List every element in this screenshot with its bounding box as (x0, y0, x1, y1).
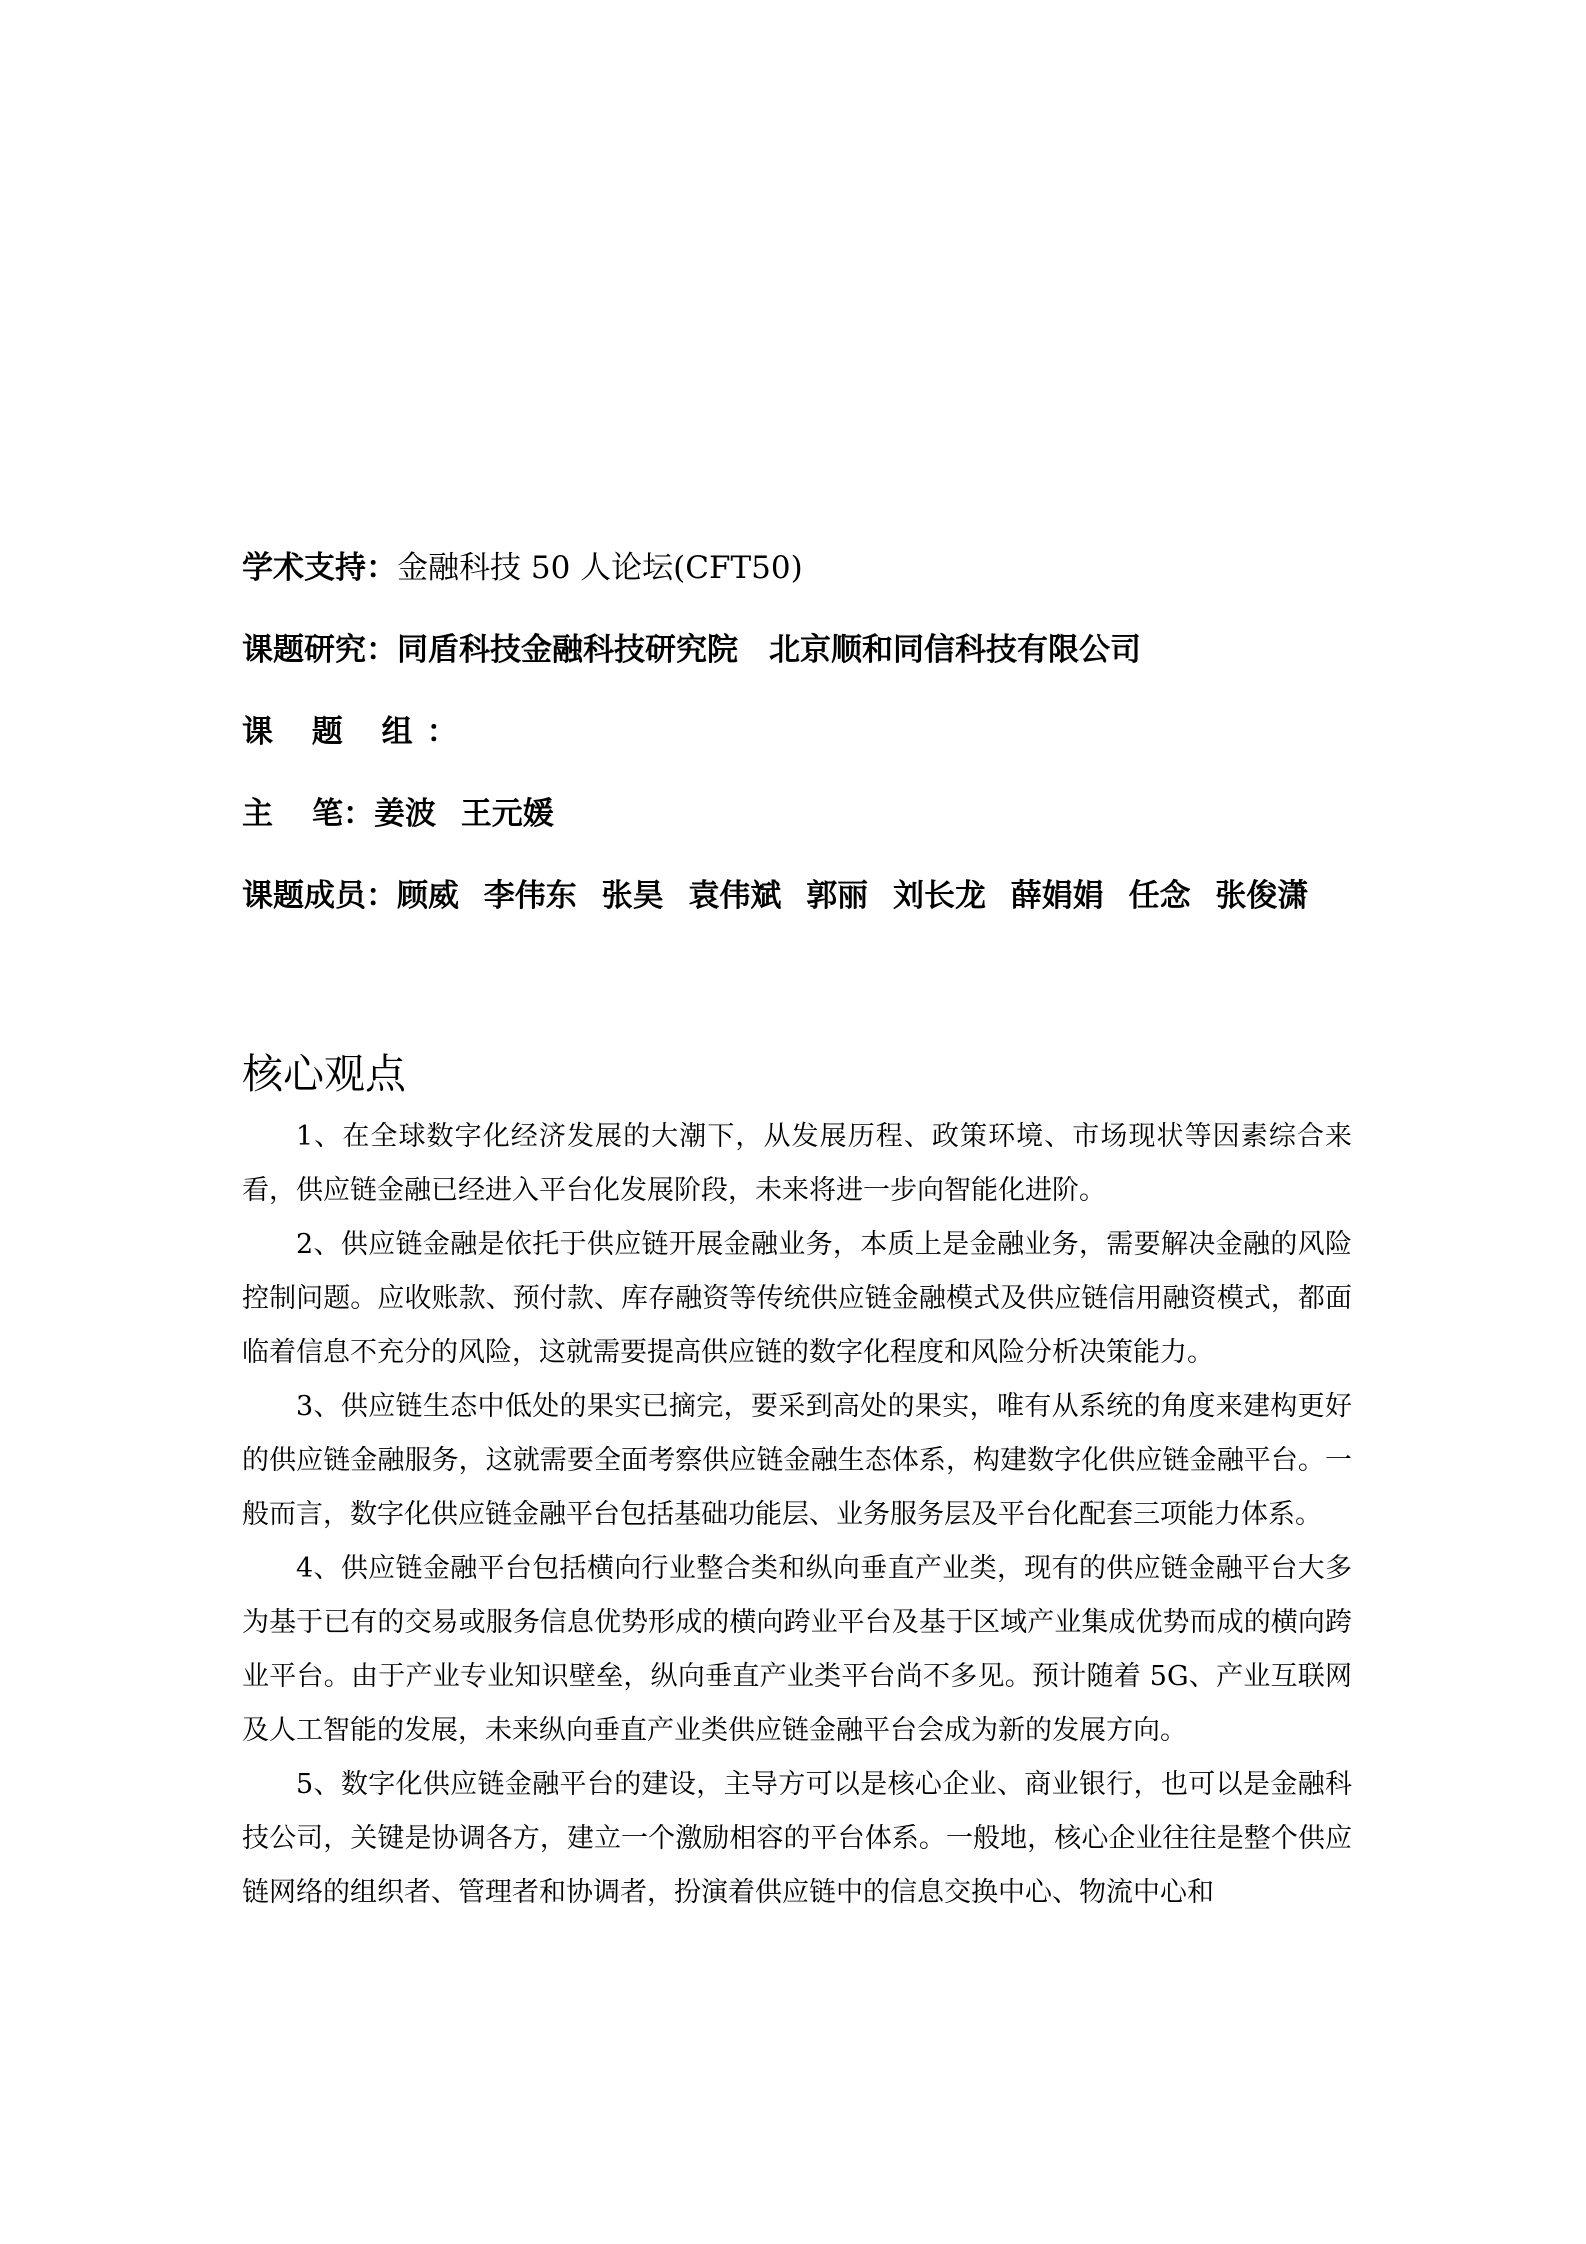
member-name: 任念 (1128, 878, 1191, 914)
credit-label: 课题成员： (242, 878, 397, 914)
credit-value: 金融科技 50 人论坛(CFT50) (397, 550, 803, 586)
member-name: 李伟东 (483, 878, 577, 914)
author-name: 姜波 (374, 796, 436, 832)
section-title: 核心观点 (242, 1050, 406, 1098)
credit-label-right: 笔： (312, 796, 374, 832)
paragraph: 3、供应链生态中低处的果实已摘完，要采到高处的果实，唯有从系统的角度来建构更好的供应链金融服务，这就需要全面考察供应链金融生态体系，构建数字化供应链金融平台。一般而言，数字化供应链金融平台包括基础功能层、业务服务层及平台化配套三项能力体系。 (242, 1391, 1352, 1530)
member-name: 张昊 (601, 878, 664, 914)
credit-value (397, 876, 1322, 916)
credit-value (374, 794, 568, 834)
member-name: 郭丽 (806, 878, 869, 914)
credit-label: 学术支持： (242, 550, 397, 586)
credit-members (242, 876, 1322, 916)
credit-label-left: 主 (242, 796, 273, 832)
credit-label (242, 794, 374, 834)
paragraph: 2、供应链金融是依托于供应链开展金融业务，本质上是金融业务，需要解决金融的风险控制问题。应收账款、预付款、库存融资等传统供应链金融模式及供应链信用融资模式，都面临着信息不充分的风险，这就需要提高供应链的数字化程度和风险分析决策能力。 (242, 1229, 1352, 1368)
credit-research (242, 630, 1141, 670)
credit-label: 课 题 组： (242, 714, 472, 750)
credit-value: 同盾科技金融科技研究院 北京顺和同信科技有限公司 (397, 632, 1141, 668)
member-name: 薛娟娟 (1010, 878, 1104, 914)
member-name: 刘长龙 (892, 878, 986, 914)
paragraph: 1、在全球数字化经济发展的大潮下，从发展历程、政策环境、市场现状等因素综合来看，供应链金融已经进入平台化发展阶段，未来将进一步向智能化进阶。 (242, 1121, 1352, 1206)
member-name: 袁伟斌 (688, 878, 782, 914)
paragraph: 4、供应链金融平台包括横向行业整合类和纵向垂直产业类，现有的供应链金融平台大多为基于已有的交易或服务信息优势形成的横向跨业平台及基于区域产业集成优势而成的横向跨业平台。由于产业专业知识壁垒，纵向垂直产业类平台尚不多见。预计随着 5G、产业互联网及人工智能的发展，未来纵向垂直产业类供应链金融平台会成为新的发展方向。 (242, 1553, 1352, 1746)
credit-label: 课题研究： (242, 632, 397, 668)
credit-group (242, 712, 472, 752)
member-name: 顾威 (397, 878, 459, 914)
credit-academic-support (242, 548, 803, 588)
credit-lead-author (242, 794, 568, 834)
member-name: 张俊潇 (1215, 878, 1309, 914)
author-name: 王元媛 (460, 796, 554, 832)
core-views-body (242, 1110, 1352, 1920)
paragraph: 5、数字化供应链金融平台的建设，主导方可以是核心企业、商业银行，也可以是金融科技公司，关键是协调各方，建立一个激励相容的平台体系。一般地，核心企业往往是整个供应链网络的组织者、管理者和协调者，扮演着供应链中的信息交换中心、物流中心和 (242, 1769, 1352, 1908)
